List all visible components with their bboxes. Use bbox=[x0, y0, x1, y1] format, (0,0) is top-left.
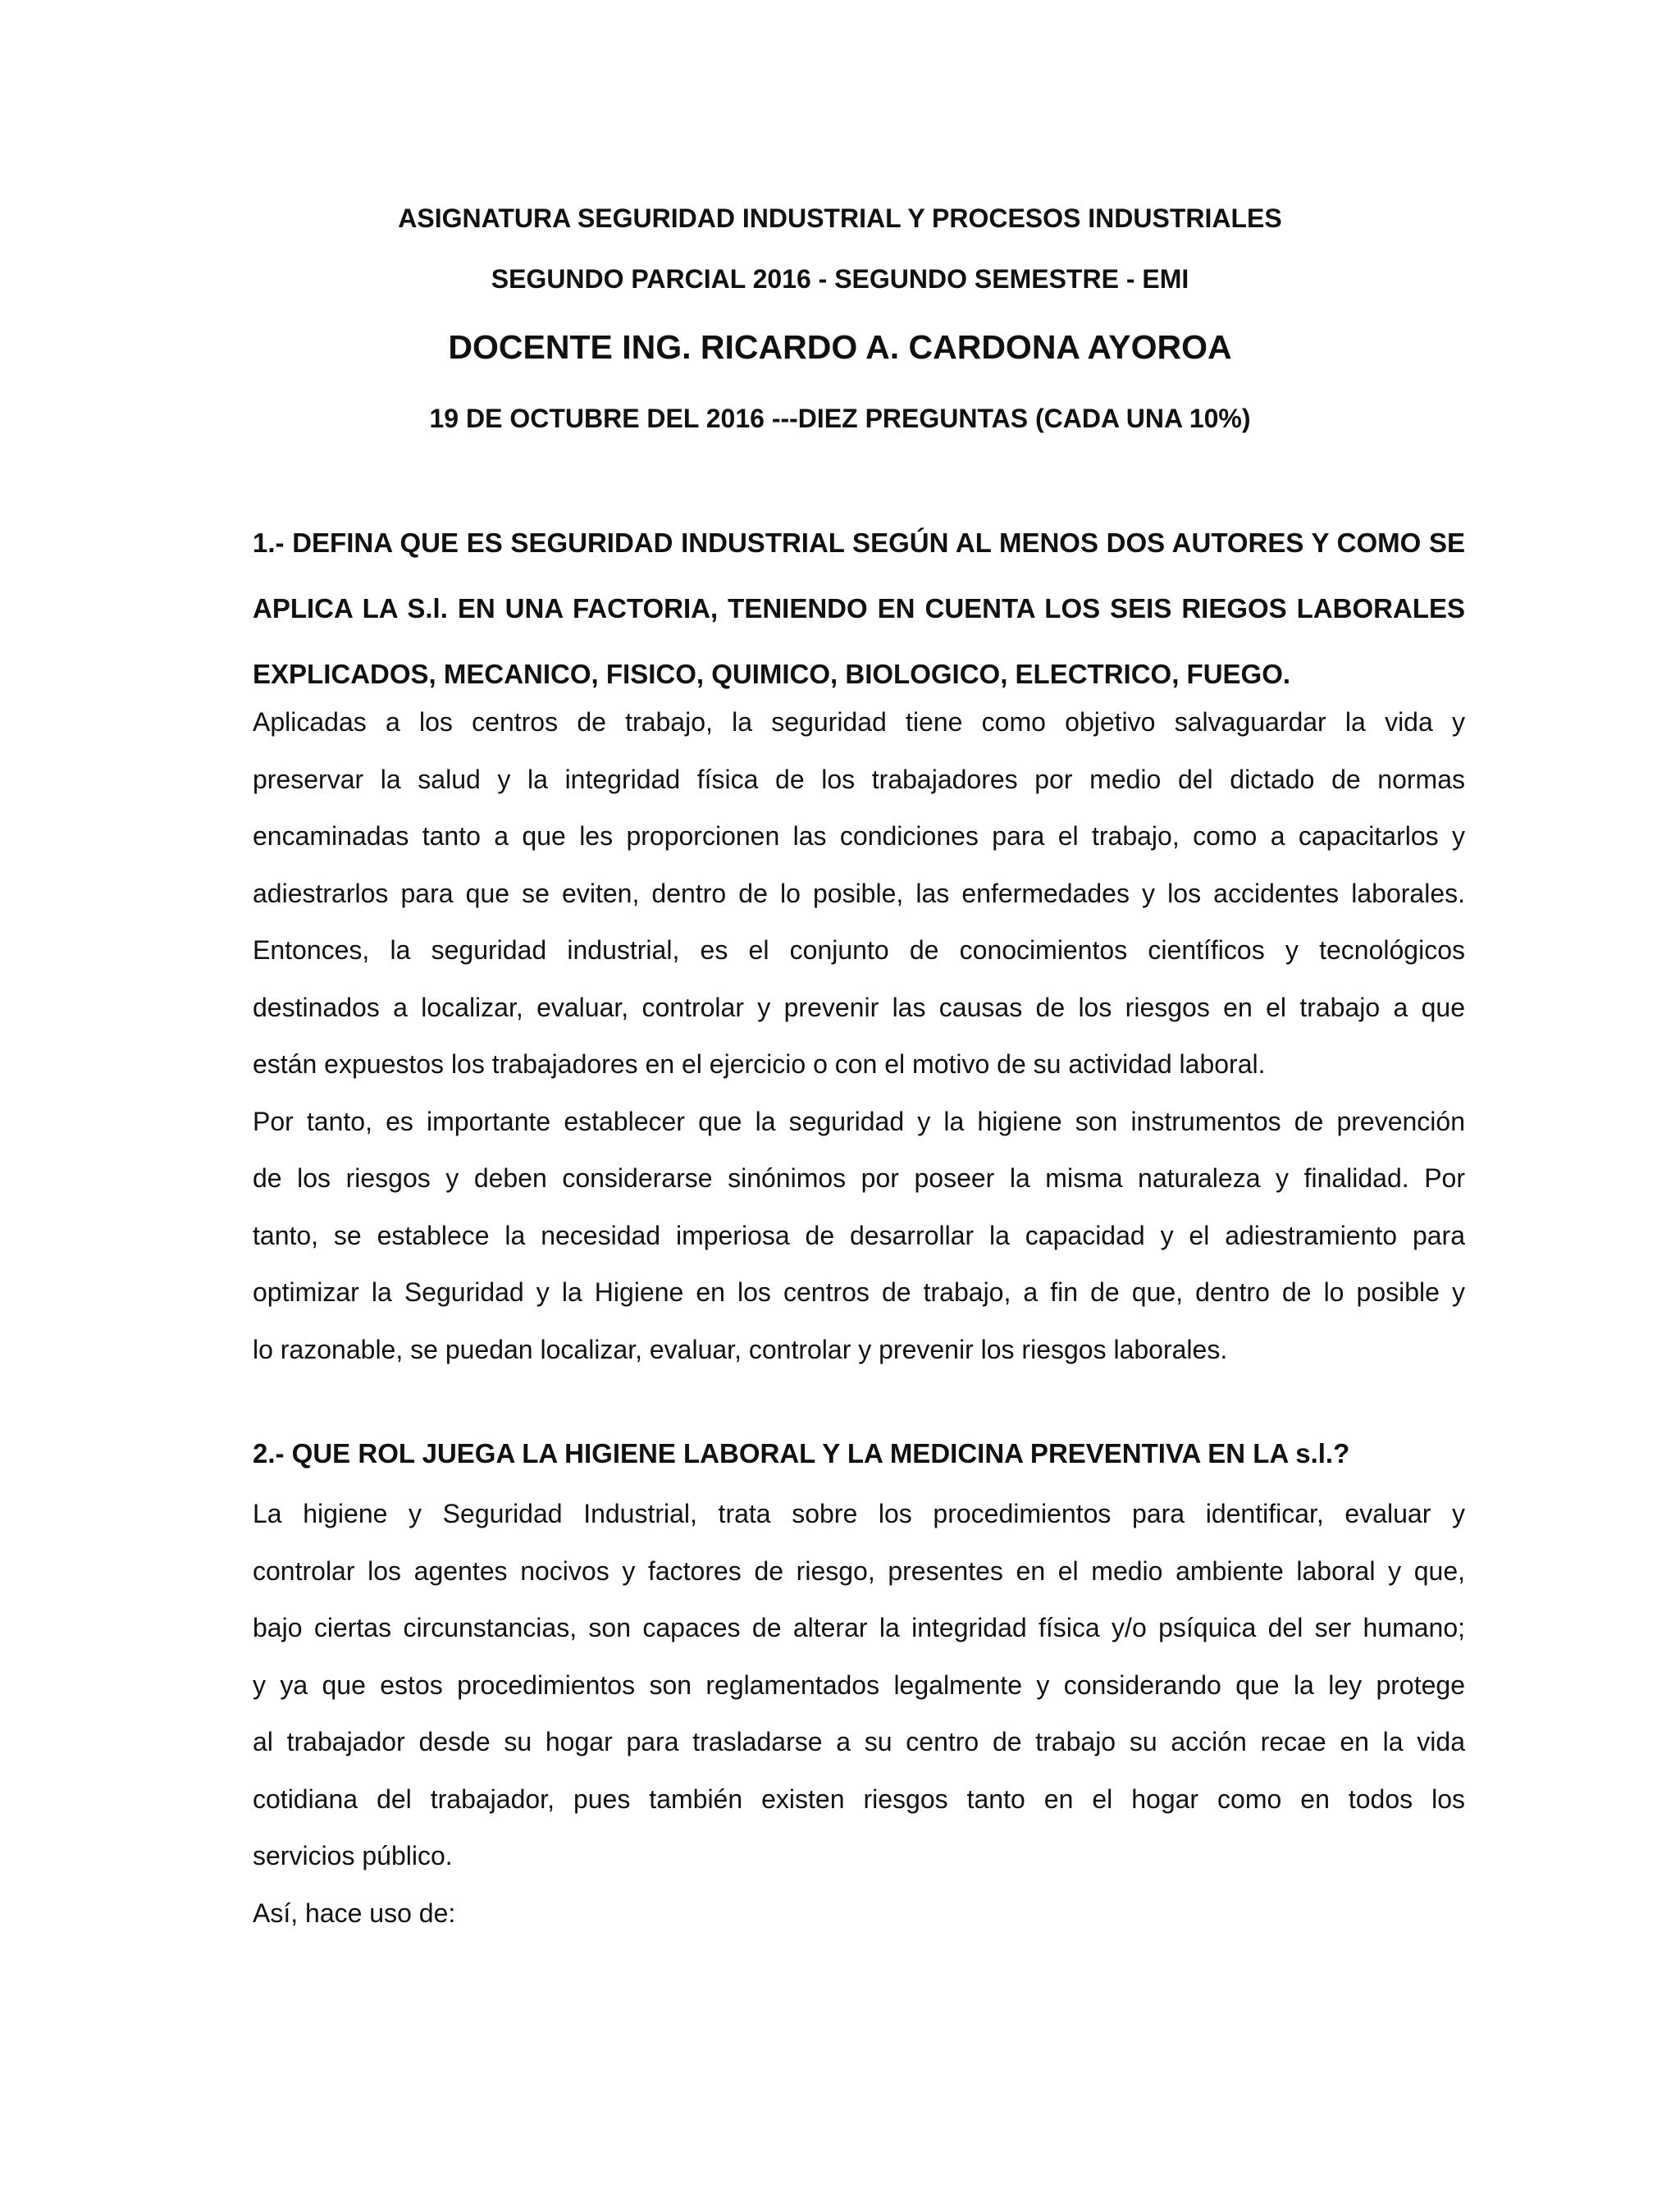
answer-line: bajo ciertas circunstancias, son capaces de alterar la integridad física y/o psíquica del ser humano; bbox=[253, 1613, 1465, 1642]
course-title: ASIGNATURA SEGURIDAD INDUSTRIAL Y PROCESOS INDUSTRIALES bbox=[398, 203, 1282, 233]
question-1-heading: 1.- DEFINA QUE ES SEGURIDAD INDUSTRIAL SEGÚN AL MENOS DOS AUTORES Y COMO SE APLICA LA S.l. EN UNA FACTORIA, TENIENDO EN CUENTA LOS SEIS RIEGOS LABORALES EXPLICADOS, MECANICO, FISICO, QUIMICO, BIOLOGICO, ELECTRICO, FUEGO. bbox=[253, 528, 1465, 689]
answer-line: adiestrarlos para que se eviten, dentro de lo posible, las enfermedades y los accidentes laborales. bbox=[253, 878, 1465, 908]
answer-line: destinados a localizar, evaluar, controlar y prevenir las causas de los riesgos en el trabajo a que bbox=[253, 992, 1465, 1022]
answer-line: están expuestos los trabajadores en el ejercicio o con el motivo de su actividad laboral. bbox=[253, 1049, 1266, 1079]
answer-line: servicios público. bbox=[253, 1841, 453, 1870]
question-2-heading: 2.- QUE ROL JUEGA LA HIGIENE LABORAL Y LA MEDICINA PREVENTIVA EN LA s.l.? bbox=[253, 1438, 1350, 1468]
exam-title: SEGUNDO PARCIAL 2016 - SEGUNDO SEMESTRE - EMI bbox=[491, 264, 1189, 294]
answer-line: Así, hace uso de: bbox=[253, 1898, 456, 1928]
exam-date: 19 DE OCTUBRE DEL 2016 ---DIEZ PREGUNTAS (CADA UNA 10%) bbox=[429, 404, 1251, 433]
answer-line: lo razonable, se puedan localizar, evaluar, controlar y prevenir los riesgos laborales. bbox=[253, 1334, 1228, 1364]
answer-line: de los riesgos y deben considerarse sinónimos por poseer la misma naturaleza y finalidad. Por bbox=[253, 1163, 1465, 1193]
answer-line: Entonces, la seguridad industrial, es el conjunto de conocimientos científicos y tecnológicos bbox=[253, 935, 1465, 965]
question-1-answer bbox=[253, 694, 1465, 1378]
answer-line: cotidiana del trabajador, pues también existen riesgos tanto en el hogar como en todos los bbox=[253, 1784, 1465, 1814]
answer-line: al trabajador desde su hogar para trasladarse a su centro de trabajo su acción recae en la vida bbox=[253, 1727, 1465, 1756]
answer-line: Aplicadas a los centros de trabajo, la seguridad tiene como objetivo salvaguardar la vida y bbox=[253, 707, 1465, 737]
answer-line: optimizar la Seguridad y la Higiene en los centros de trabajo, a fin de que, dentro de lo posible y bbox=[253, 1277, 1465, 1307]
answer-line: preservar la salud y la integridad física de los trabajadores por medio del dictado de normas bbox=[253, 764, 1465, 794]
instructor-name: DOCENTE ING. RICARDO A. CARDONA AYOROA bbox=[448, 328, 1232, 366]
answer-line: controlar los agentes nocivos y factores de riesgo, presentes en el medio ambiente laboral y que, bbox=[253, 1555, 1465, 1586]
answer-line: y ya que estos procedimientos son reglamentados legalmente y considerando que la ley protege bbox=[253, 1669, 1465, 1700]
question-2-answer bbox=[253, 1486, 1465, 1942]
answer-line: encaminadas tanto a que les proporcionen las condiciones para el trabajo, como a capacitarlos y bbox=[253, 821, 1465, 851]
answer-line: Por tanto, es importante establecer que la seguridad y la higiene son instrumentos de prevención bbox=[253, 1106, 1465, 1136]
answer-line: tanto, se establece la necesidad imperiosa de desarrollar la capacidad y el adiestramiento para bbox=[253, 1220, 1465, 1250]
answer-line: La higiene y Seguridad Industrial, trata sobre los procedimientos para identificar, evaluar y bbox=[253, 1499, 1465, 1528]
